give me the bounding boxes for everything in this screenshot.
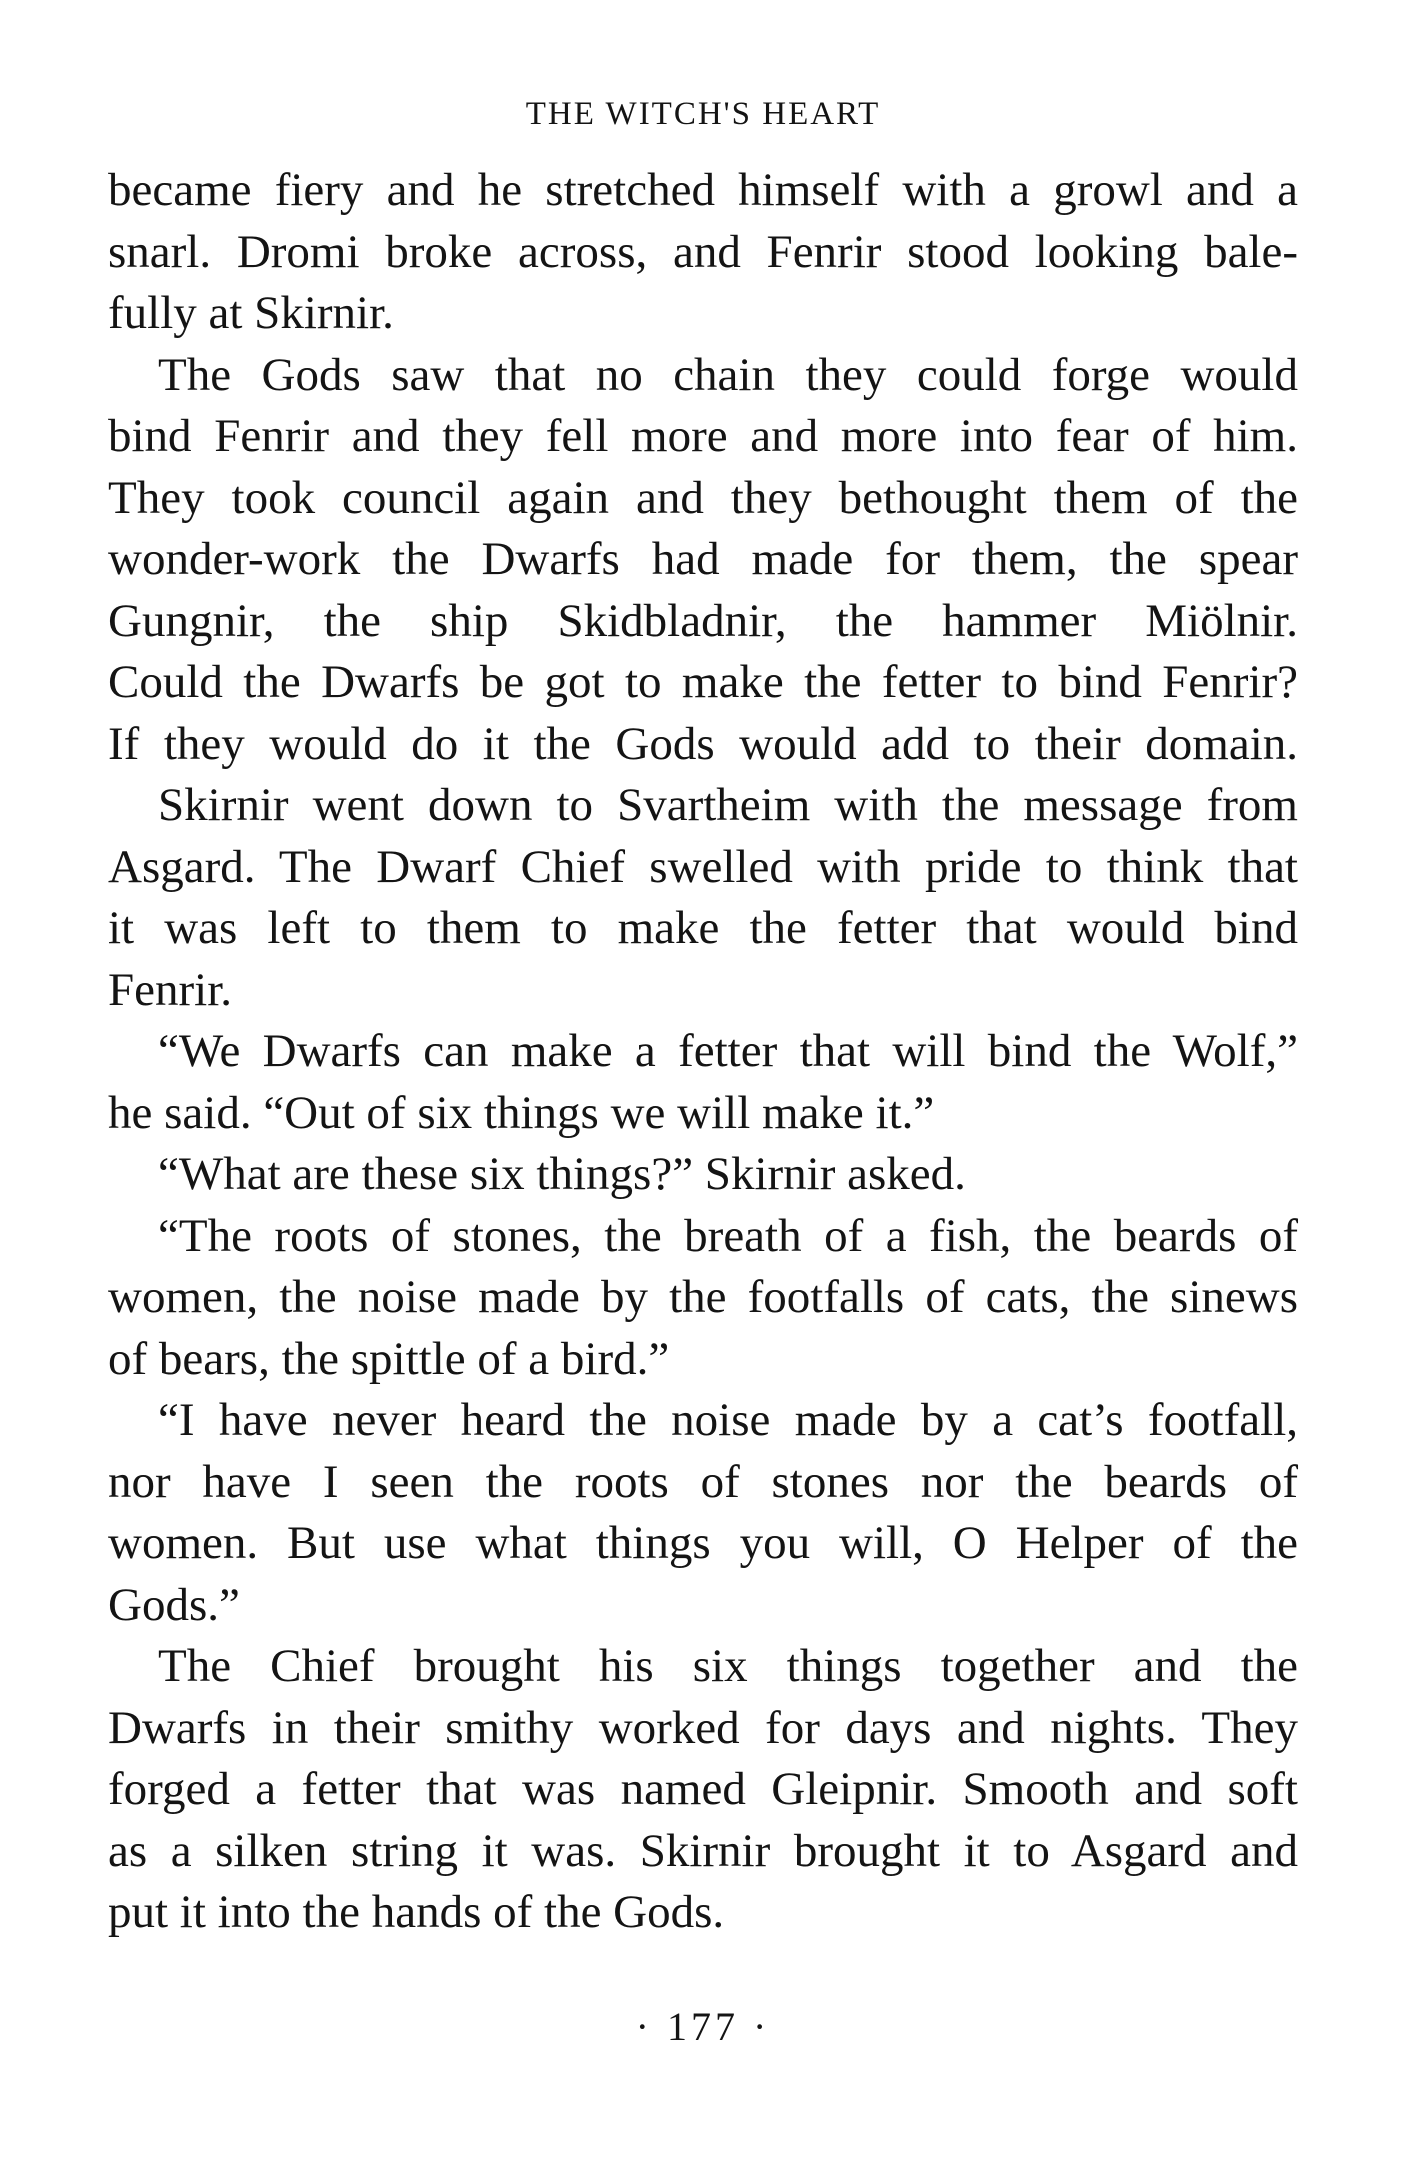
page-number: · 177 ·	[635, 2004, 771, 2049]
text-line: “What are these six things?” Skirnir asked.	[158, 1148, 966, 1200]
text-line: “We Dwarfs can make a fetter that will bind the Wolf,”	[158, 1025, 1298, 1077]
text-line: Skirnir went down to Svartheim with the message from	[158, 779, 1298, 831]
text-line: it was left to them to make the fetter that would bind	[108, 902, 1298, 954]
text-line: fully at Skirnir.	[108, 287, 394, 339]
text-line: Gods.”	[108, 1578, 240, 1631]
text-line: Fenrir.	[108, 963, 233, 1016]
text-line: of bears, the spittle of a bird.”	[108, 1332, 670, 1385]
text-line: women. But use what things you will, O Helper of the	[108, 1517, 1298, 1569]
text-line: They took council again and they bethought them of the	[108, 471, 1298, 524]
book-page	[108, 0, 1298, 2165]
text-line: Could the Dwarfs be got to make the fetter to bind Fenrir?	[108, 656, 1298, 708]
text-line: If they would do it the Gods would add to their domain.	[108, 717, 1298, 770]
text-line: as a silken string it was. Skirnir brought it to Asgard and	[108, 1824, 1298, 1877]
text-line: wonder-work the Dwarfs had made for them, the spear	[108, 533, 1298, 585]
text-line: “The roots of stones, the breath of a fish, the beards of	[158, 1209, 1298, 1262]
text-line: put it into the hands of the Gods.	[108, 1886, 725, 1938]
text-line: bind Fenrir and they fell more and more into fear of him.	[108, 410, 1298, 462]
text-line: Asgard. The Dwarf Chief swelled with pride to think that	[108, 840, 1298, 893]
text-line: he said. “Out of six things we will make it.”	[108, 1086, 935, 1139]
text-line: “I have never heard the noise made by a cat’s footfall,	[158, 1394, 1298, 1446]
text-line: forged a fetter that was named Gleipnir. Smooth and soft	[108, 1763, 1298, 1815]
body-text	[108, 160, 1298, 1944]
running-head: THE WITCH'S HEART	[525, 96, 881, 132]
text-line: women, the noise made by the footfalls of cats, the sinews	[108, 1271, 1298, 1323]
text-line: Dwarfs in their smithy worked for days and nights. They	[108, 1701, 1298, 1754]
text-line: became fiery and he stretched himself with a growl and a	[108, 164, 1298, 216]
text-line: The Chief brought his six things together and the	[158, 1640, 1298, 1692]
text-line: nor have I seen the roots of stones nor the beards of	[108, 1455, 1298, 1508]
text-line: Gungnir, the ship Skidbladnir, the hammer Miölnir.	[108, 594, 1298, 647]
text-line: The Gods saw that no chain they could forge would	[158, 348, 1298, 401]
text-line: snarl. Dromi broke across, and Fenrir stood looking bale-	[108, 225, 1298, 278]
